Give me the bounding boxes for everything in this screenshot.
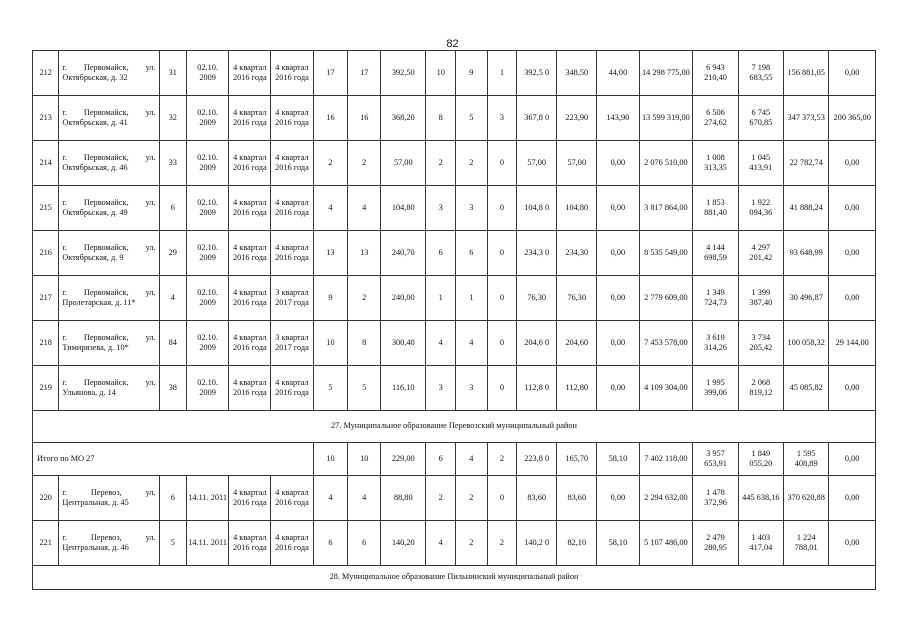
table-cell: 3 817 864,00 [639,186,693,231]
row-number-cell: 220 [33,476,59,521]
table-cell: 10 [313,321,348,366]
table-cell: 0,00 [829,231,876,276]
table-cell: 17 [348,51,381,96]
table-row [33,231,876,276]
table-cell: 4 квартал 2016 года [229,51,271,96]
table-cell: 14 298 775,00 [639,51,693,96]
table-cell: 200 365,00 [829,96,876,141]
table-cell: 1 045 413,91 [738,141,783,186]
table-cell: 02.10. 2009 [187,141,229,186]
table-cell: 0 [487,276,517,321]
table-cell: 4 квартал 2016 года [271,186,313,231]
table-cell: 3 квартал 2017 года [271,321,313,366]
table-cell: 02.10. 2009 [187,96,229,141]
table-cell: 0,00 [597,276,639,321]
table-cell: 38 [159,366,186,411]
table-row [33,96,876,141]
table-cell: 4 квартал 2016 года [229,476,271,521]
table-cell: 5 [348,366,381,411]
table-cell: 2 479 280,95 [693,521,738,566]
table-cell: 368,20 [381,96,426,141]
table-cell: 6 [159,476,186,521]
table-cell: 1 349 724,73 [693,276,738,321]
table-cell: 02.10. 2009 [187,366,229,411]
total-cell: 58,10 [597,443,639,476]
total-cell: 223,8 0 [517,443,557,476]
table-cell: 6 [313,521,348,566]
table-cell: 9 [455,51,487,96]
row-number-cell: 219 [33,366,59,411]
table-cell: 02.10. 2009 [187,321,229,366]
table-cell: 13 [348,231,381,276]
table-cell: 4 квартал 2016 года [229,521,271,566]
table-cell: 6 [159,186,186,231]
table-cell: 156 881,05 [784,51,829,96]
table-cell: 4 297 201,42 [738,231,783,276]
table-cell: 5 [313,366,348,411]
table-cell: 7 453 578,00 [639,321,693,366]
table-cell: 1 399 387,40 [738,276,783,321]
address-cell: г. Первомайск, ул. Пролетарская, д. 11* [59,276,159,321]
total-cell: 1 595 408,89 [784,443,829,476]
address-cell: г. Перевоз, ул. Центральная, д. 46 [59,521,159,566]
table-cell: 1 403 417,04 [738,521,783,566]
table-cell: 3 619 314,26 [693,321,738,366]
table-cell: 02.10. 2009 [187,186,229,231]
table-cell: 22 782,74 [784,141,829,186]
table-cell: 2 294 632,00 [639,476,693,521]
total-cell: 10 [348,443,381,476]
table-row [33,321,876,366]
row-number-cell: 214 [33,141,59,186]
table-cell: 2 [455,521,487,566]
total-cell: 10 [313,443,348,476]
table-cell: 300,40 [381,321,426,366]
table-cell: 4 квартал 2016 года [271,476,313,521]
table-cell: 31 [159,51,186,96]
table-cell: 104,8 0 [517,186,557,231]
table-cell: 0 [487,231,517,276]
table-cell: 4 [426,321,456,366]
table-cell: 29 144,00 [829,321,876,366]
table-cell: 4 квартал 2016 года [229,231,271,276]
total-cell: 165,70 [557,443,597,476]
table-cell: 1 995 399,06 [693,366,738,411]
table-cell: 57,00 [557,141,597,186]
address-cell: г. Первомайск, ул. Октябрьская, д. 9 [59,231,159,276]
total-cell: 7 402 118,00 [639,443,693,476]
table-cell: 1 [455,276,487,321]
address-cell: г. Первомайск, ул. Тимирязева, д. 10* [59,321,159,366]
table-cell: 143,90 [597,96,639,141]
table-cell: 83,60 [557,476,597,521]
table-row [33,141,876,186]
table-cell: 0 [487,321,517,366]
table-cell: 13 599 319,00 [639,96,693,141]
table-cell: 0,00 [597,476,639,521]
table-cell: 2 076 510,00 [639,141,693,186]
table-cell: 234,30 [557,231,597,276]
table-cell: 140,2 0 [517,521,557,566]
total-cell: 6 [426,443,456,476]
table-cell: 0 [487,366,517,411]
table-cell: 104,80 [557,186,597,231]
table-cell: 4 квартал 2016 года [271,141,313,186]
row-number-cell: 215 [33,186,59,231]
table-cell: 41 888,24 [784,186,829,231]
row-number-cell: 218 [33,321,59,366]
table-cell: 1 478 372,96 [693,476,738,521]
table-cell: 2 [348,276,381,321]
total-cell: 4 [455,443,487,476]
table-cell: 4 [348,186,381,231]
table-cell: 0,00 [597,366,639,411]
table-row [33,521,876,566]
table-cell: 4 квартал 2016 года [229,186,271,231]
table-cell: 83,60 [517,476,557,521]
table-cell: 33 [159,141,186,186]
table-cell: 44,00 [597,51,639,96]
table-cell: 204,6 0 [517,321,557,366]
table-cell: 3 [455,366,487,411]
table-cell: 2 [348,141,381,186]
table-cell: 6 745 670,85 [738,96,783,141]
table-cell: 4 квартал 2016 года [229,96,271,141]
table-cell: 0,00 [829,141,876,186]
table-cell: 6 [348,521,381,566]
table-cell: 4 [313,186,348,231]
row-number-cell: 221 [33,521,59,566]
table-cell: 0,00 [597,186,639,231]
table-cell: 2 [487,521,517,566]
table-cell: 240,70 [381,231,426,276]
table-cell: 76,30 [517,276,557,321]
section-heading-28: 28. Муниципальное образование Пильнинский муниципальный район [33,566,876,590]
housing-program-table [32,50,876,590]
table-cell: 348,50 [557,51,597,96]
table-cell: 4 квартал 2016 года [271,96,313,141]
table-cell: 32 [159,96,186,141]
row-number-cell: 213 [33,96,59,141]
table-cell: 223,90 [557,96,597,141]
table-cell: 3 [455,186,487,231]
table-cell: 0,00 [829,276,876,321]
table-cell: 3 [426,186,456,231]
table-cell: 14.11. 2011 [187,521,229,566]
table-cell: 5 107 486,00 [639,521,693,566]
table-cell: 1 224 788,01 [784,521,829,566]
table-row [33,51,876,96]
table-cell: 6 943 210,40 [693,51,738,96]
table-cell: 112,8 0 [517,366,557,411]
table-cell: 4 квартал 2016 года [271,231,313,276]
table-cell: 104,80 [381,186,426,231]
table-cell: 140,20 [381,521,426,566]
table-cell: 93 648,99 [784,231,829,276]
table-cell: 0,00 [597,231,639,276]
total-cell: 2 [487,443,517,476]
table-cell: 4 [455,321,487,366]
table-cell: 4 квартал 2016 года [229,141,271,186]
table-cell: 0 [487,476,517,521]
table-cell: 240,00 [381,276,426,321]
table-cell: 4 [426,521,456,566]
table-cell: 8 [348,321,381,366]
table-cell: 57,00 [381,141,426,186]
table-cell: 116,10 [381,366,426,411]
table-cell: 4 квартал 2016 года [271,51,313,96]
address-cell: г. Первомайск, ул. Ульянова, д. 14 [59,366,159,411]
table-row [33,186,876,231]
table-cell: 0,00 [829,186,876,231]
table-cell: 4 квартал 2016 года [229,366,271,411]
table-cell: 2 068 819,12 [738,366,783,411]
table-cell: 2 [455,141,487,186]
table-row [33,476,876,521]
table-cell: 112,80 [557,366,597,411]
table-cell: 6 [455,231,487,276]
table-cell: 02.10. 2009 [187,51,229,96]
table-cell: 7 198 683,55 [738,51,783,96]
table-cell: 10 [426,51,456,96]
table-cell: 0,00 [829,366,876,411]
table-cell: 0 [487,141,517,186]
table-cell: 17 [313,51,348,96]
table-cell: 4 [348,476,381,521]
table-cell: 4 [159,276,186,321]
address-cell: г. Первомайск, ул. Октябрьская, д. 32 [59,51,159,96]
table-cell: 0,00 [829,521,876,566]
table-cell: 02.10. 2009 [187,276,229,321]
total-cell: 0,00 [829,443,876,476]
table-cell: 4 квартал 2016 года [271,521,313,566]
table-cell: 445 638,16 [738,476,783,521]
total-cell: 3 957 653,91 [693,443,738,476]
table-cell: 88,80 [381,476,426,521]
total-cell: 1 849 055,20 [738,443,783,476]
row-number-cell: 216 [33,231,59,276]
table-cell: 1 [487,51,517,96]
address-cell: г. Первомайск, ул. Октябрьская, д. 49 [59,186,159,231]
table-cell: 4 109 304,00 [639,366,693,411]
table-cell: 392,50 [381,51,426,96]
table-cell: 76,30 [557,276,597,321]
table-cell: 30 496,87 [784,276,829,321]
table-cell: 2 [426,141,456,186]
table-cell: 4 квартал 2016 года [229,276,271,321]
table-cell: 4 144 698,59 [693,231,738,276]
table-cell: 3 [487,96,517,141]
table-cell: 0,00 [597,141,639,186]
section-heading-27: 27. Муниципальное образование Перевозский муниципальный район [33,411,876,443]
table-cell: 0,00 [829,476,876,521]
table-cell: 6 [426,231,456,276]
table-cell: 367,8 0 [517,96,557,141]
address-cell: г. Перевоз, ул. Центральная, д. 45 [59,476,159,521]
table-cell: 100 058,32 [784,321,829,366]
table-cell: 16 [313,96,348,141]
row-number-cell: 212 [33,51,59,96]
table-cell: 57,00 [517,141,557,186]
table-cell: 0 [487,186,517,231]
address-cell: г. Первомайск, ул. Октябрьская, д. 41 [59,96,159,141]
table-cell: 84 [159,321,186,366]
total-row [33,443,876,476]
table-cell: 02.10. 2009 [187,231,229,276]
table-cell: 4 квартал 2016 года [229,321,271,366]
table-cell: 16 [348,96,381,141]
total-label: Итого по МО 27 [33,443,314,476]
table-cell: 234,3 0 [517,231,557,276]
table-cell: 3 734 205,42 [738,321,783,366]
table-cell: 8 [426,96,456,141]
table-cell: 2 [426,476,456,521]
total-cell: 229,00 [381,443,426,476]
row-number-cell: 217 [33,276,59,321]
table-cell: 1 008 313,35 [693,141,738,186]
table-cell: 8 535 549,00 [639,231,693,276]
table-row [33,276,876,321]
table-cell: 3 квартал 2017 года [271,276,313,321]
table-cell: 370 620,88 [784,476,829,521]
table-cell: 2 [455,476,487,521]
table-cell: 204,60 [557,321,597,366]
table-cell: 13 [313,231,348,276]
table-cell: 2 779 609,00 [639,276,693,321]
table-cell: 1 853 881,40 [693,186,738,231]
address-cell: г. Первомайск, ул. Октябрьская, д. 46 [59,141,159,186]
table-cell: 45 085,82 [784,366,829,411]
table-cell: 0,00 [829,51,876,96]
table-cell: 1 922 094,36 [738,186,783,231]
table-cell: 347 373,53 [784,96,829,141]
table-cell: 1 [426,276,456,321]
table-cell: 392,5 0 [517,51,557,96]
table-cell: 14.11. 2011 [187,476,229,521]
table-cell: 0,00 [597,321,639,366]
table-cell: 5 [455,96,487,141]
table-cell: 4 квартал 2016 года [271,366,313,411]
table-cell: 58,10 [597,521,639,566]
table-cell: 2 [313,141,348,186]
table-cell: 9 [313,276,348,321]
table-cell: 5 [159,521,186,566]
table-cell: 4 [313,476,348,521]
table-cell: 3 [426,366,456,411]
table-cell: 82,10 [557,521,597,566]
page-number: 82 [446,38,459,50]
table-cell: 6 506 274,62 [693,96,738,141]
table-row [33,366,876,411]
table-cell: 29 [159,231,186,276]
